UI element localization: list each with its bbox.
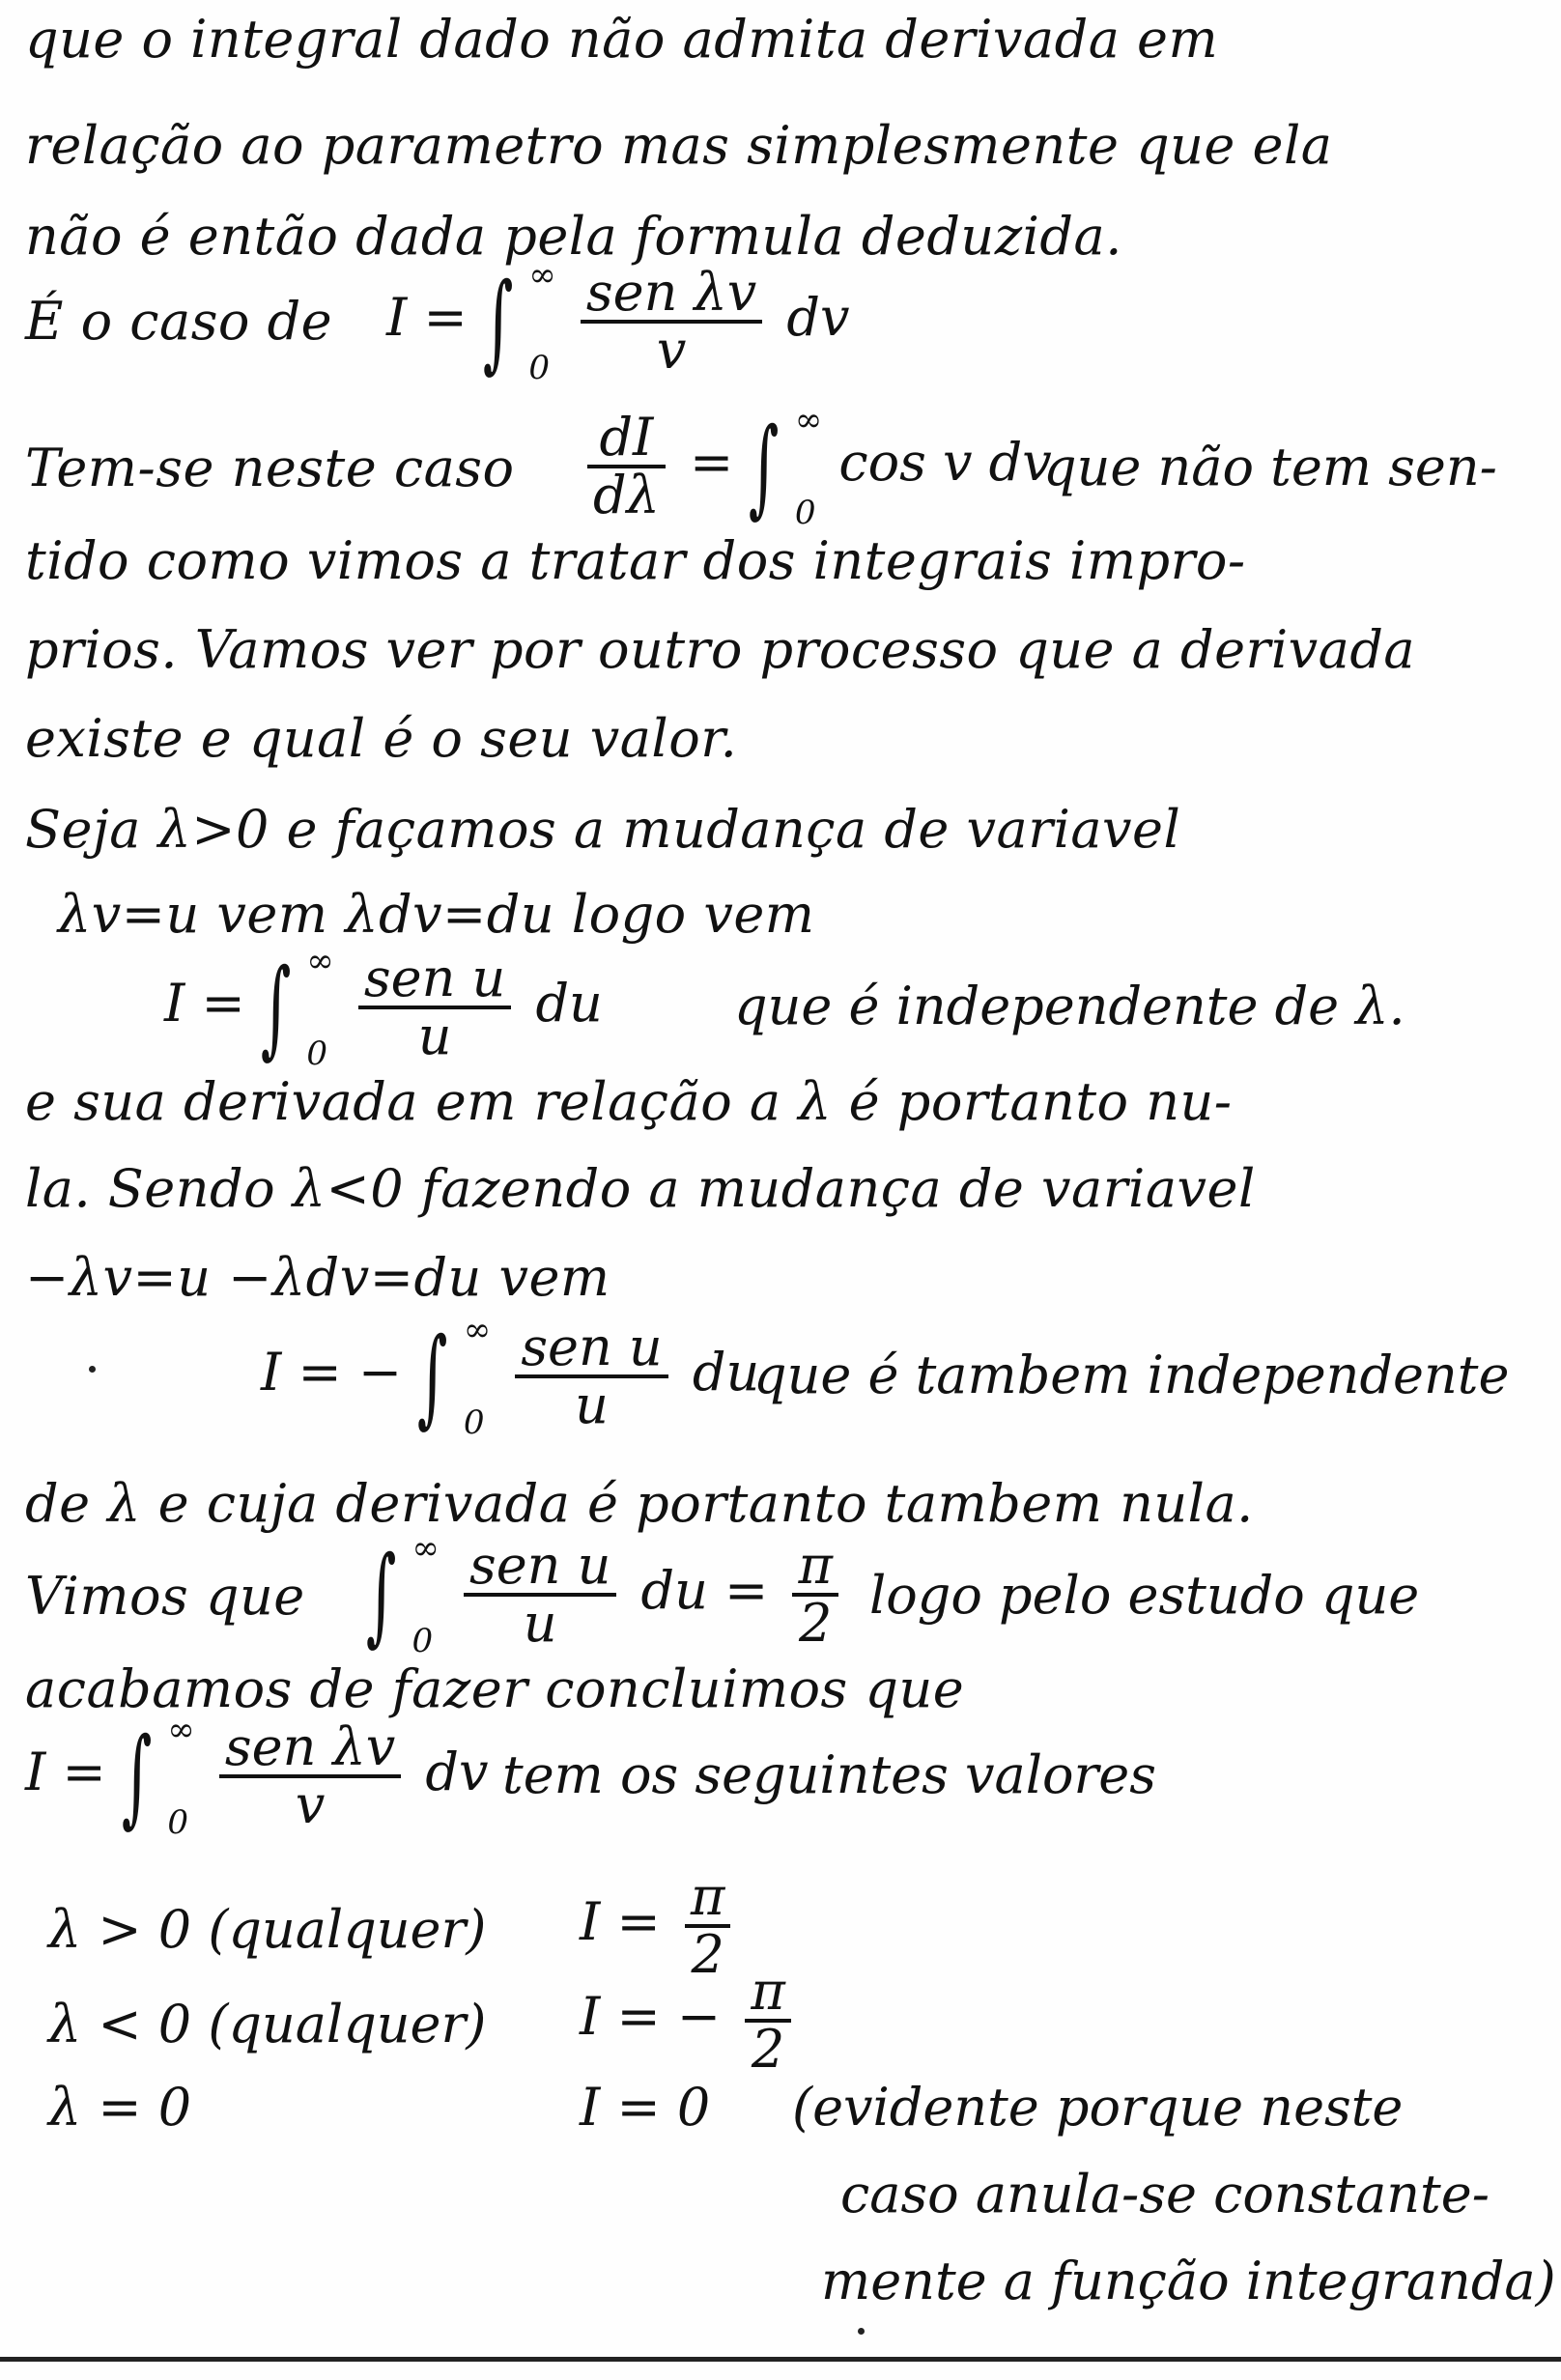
text-line: Seja λ>0 e façamos a mudança de variavel	[25, 799, 1181, 860]
known-integral: ∫ ∞ 0 $\frac{\text{sen u}}{u}$ du = $\frac{\pi}{2}$	[367, 1532, 846, 1658]
integral-limits: ∞ 0	[794, 401, 823, 532]
integral-sign: ∫	[482, 260, 514, 383]
text-line: mente a função integranda)	[821, 2251, 1556, 2311]
text-line: logo pelo estudo que	[869, 1565, 1420, 1626]
case-condition: λ < 0 (qualquer)	[48, 1994, 487, 2054]
fraction: $\frac{dI}{d\lambda}$	[587, 411, 666, 523]
derivative-formula: $\frac{dI}{d\lambda}$ = ∫ ∞ 0 cos v dv	[580, 404, 1052, 529]
text-line: Tem-se neste caso	[25, 438, 515, 498]
text-line: prios. Vamos ver por outro processo que a derivada	[25, 619, 1416, 680]
integral-sign: ∫	[749, 405, 780, 528]
integral-limits: ∞ 0	[528, 256, 556, 387]
text-line: acabamos de fazer concluimos que	[25, 1658, 965, 1719]
case-result: I = $\frac{\pi}{2}$	[580, 1870, 738, 1982]
fraction: $\frac{\pi}{2}$	[745, 1965, 791, 2077]
fraction: $\frac{\text{sen u}}{u}$	[515, 1320, 667, 1432]
formula-lhs: I =	[386, 287, 468, 348]
integral-limits: ∞ 0	[167, 1711, 195, 1842]
text-line: e sua derivada em relação a λ é portanto nu-	[25, 1071, 1233, 1132]
fraction: $\frac{\pi}{2}$	[792, 1539, 838, 1651]
text-line: de λ e cuja derivada é portanto tambem nula.	[25, 1473, 1254, 1534]
text-line: (evidente porque neste	[792, 2077, 1404, 2138]
text-line: −λv=u −λdv=du vem	[25, 1247, 610, 1308]
fraction: $\frac{\text{sen λv}}{v}$	[581, 266, 762, 378]
text-line: que é tambem independente	[753, 1345, 1510, 1405]
text-line: tem os seguintes valores	[502, 1744, 1156, 1805]
substitution-integral-positive: I = ∫ ∞ 0 $\frac{\text{sen u}}{u}$ du	[164, 942, 603, 1073]
text-line: que é independente de λ.	[734, 976, 1405, 1036]
case-condition: λ > 0 (qualquer)	[48, 1899, 487, 1960]
integral-sign: ∫	[121, 1714, 153, 1838]
text-line: relação ao parametro mas simplesmente que ela	[25, 115, 1333, 176]
text-line: caso anula-se constante-	[840, 2164, 1490, 2224]
text-line: não é então dada pela formula deduzida.	[25, 206, 1122, 267]
page-bottom-rule	[0, 2357, 1561, 2362]
integral-sign: ∫	[260, 946, 292, 1069]
integral-sign: ∫	[365, 1533, 397, 1657]
fraction: $\frac{\pi}{2}$	[685, 1870, 731, 1982]
case-result: I = − $\frac{\pi}{2}$	[580, 1965, 799, 2077]
fraction: $\frac{\text{sen u}}{u}$	[464, 1539, 616, 1651]
text-line: λv=u vem λdv=du logo vem	[58, 884, 815, 945]
integral-sign: ∫	[417, 1315, 448, 1438]
final-integral: I = ∫ ∞ 0 $\frac{\text{sen λv}}{v}$ dv	[25, 1711, 489, 1842]
differential: dv	[786, 287, 850, 348]
fraction: $\frac{\text{sen u}}{u}$	[358, 951, 511, 1063]
integral-limits: ∞ 0	[306, 942, 334, 1073]
text-line: existe e qual é o seu valor.	[25, 708, 738, 769]
text-line: Vimos que	[25, 1566, 305, 1627]
integral-definition	[386, 256, 850, 387]
substitution-integral-negative: I = − ∫ ∞ 0 $\frac{\text{sen u}}{u}$ du	[261, 1311, 760, 1442]
text-line: la. Sendo λ<0 fazendo a mudança de variavel	[25, 1158, 1256, 1219]
fraction: $\frac{\text{sen λv}}{v}$	[219, 1720, 401, 1832]
case-result: I = 0	[580, 2077, 711, 2138]
text-line: É o caso de	[25, 291, 333, 352]
text-line: que não tem sen-	[1043, 437, 1497, 497]
integral-limits: ∞ 0	[463, 1311, 492, 1442]
ink-dot	[858, 2328, 865, 2335]
text-line: que o integral dado não admita derivada em	[25, 9, 1219, 70]
integral-limits: ∞ 0	[412, 1529, 440, 1660]
text-line: tido como vimos a tratar dos integrais impro-	[25, 530, 1246, 591]
case-condition: λ = 0	[48, 2077, 192, 2138]
integrand: cos v dv	[838, 432, 1052, 493]
ink-dot	[89, 1366, 96, 1373]
